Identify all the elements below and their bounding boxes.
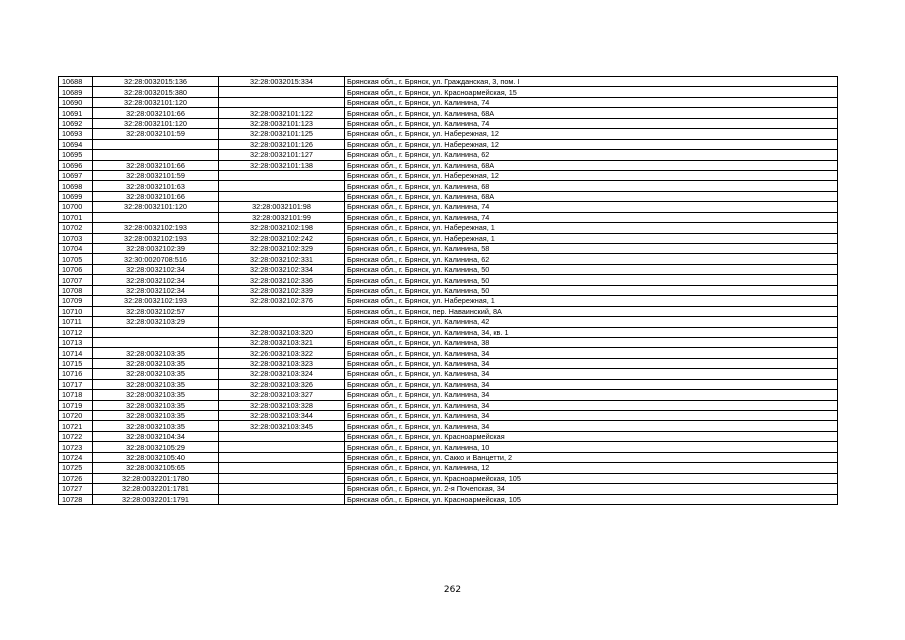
cadastral-number-cell: 32:28:0032015:136 [93,77,219,87]
related-cadastral-number-cell: 32:28:0032102:329 [219,244,345,254]
related-cadastral-number-cell: 32:28:0032103:326 [219,379,345,389]
address-cell: Брянская обл., г. Брянск, ул. Гражданская, 3, пом. I [345,77,838,87]
table-row [59,285,838,295]
related-cadastral-number-cell: 32:28:0032102:334 [219,264,345,274]
table-row [59,369,838,379]
address-cell: Брянская обл., г. Брянск, ул. Калинина, 74 [345,97,838,107]
row-number-cell: 10715 [59,358,93,368]
address-cell: Брянская обл., г. Брянск, ул. Калинина, 34 [345,421,838,431]
row-number-cell: 10690 [59,97,93,107]
row-number-cell: 10695 [59,150,93,160]
related-cadastral-number-cell: 32:28:0032102:376 [219,296,345,306]
table-row [59,223,838,233]
address-cell: Брянская обл., г. Брянск, ул. Калинина, 68А [345,108,838,118]
row-number-cell: 10698 [59,181,93,191]
address-cell: Брянская обл., г. Брянск, ул. 2-я Почепская, 34 [345,484,838,494]
row-number-cell: 10697 [59,170,93,180]
cadastral-number-cell: 32:28:0032102:57 [93,306,219,316]
address-cell: Брянская обл., г. Брянск, ул. Калинина, 38 [345,337,838,347]
address-cell: Брянская обл., г. Брянск, ул. Калинина, 50 [345,275,838,285]
row-number-cell: 10724 [59,452,93,462]
address-cell: Брянская обл., г. Брянск, ул. Калинина, 34 [345,379,838,389]
row-number-cell: 10714 [59,348,93,358]
table-row [59,442,838,452]
cadastral-number-cell [93,212,219,222]
row-number-cell: 10722 [59,431,93,441]
cadastral-number-cell: 32:28:0032101:63 [93,181,219,191]
row-number-cell: 10713 [59,337,93,347]
address-cell: Брянская обл., г. Брянск, ул. Набережная, 12 [345,139,838,149]
cadastral-number-cell: 32:28:0032101:66 [93,191,219,201]
table-row [59,118,838,128]
cadastral-number-cell: 32:28:0032103:35 [93,400,219,410]
related-cadastral-number-cell: 32:28:0032103:327 [219,390,345,400]
table-row [59,212,838,222]
related-cadastral-number-cell: 32:28:0032101:123 [219,118,345,128]
address-cell: Брянская обл., г. Брянск, ул. Калинина, 62 [345,150,838,160]
cadastral-number-cell [93,327,219,337]
address-cell: Брянская обл., г. Брянск, ул. Калинина, 34, кв. 1 [345,327,838,337]
row-number-cell: 10707 [59,275,93,285]
table-row [59,108,838,118]
related-cadastral-number-cell: 32:28:0032103:345 [219,421,345,431]
row-number-cell: 10708 [59,285,93,295]
table-row [59,327,838,337]
cadastral-number-cell: 32:28:0032101:66 [93,108,219,118]
address-cell: Брянская обл., г. Брянск, ул. Набережная, 12 [345,170,838,180]
cadastral-number-cell: 32:28:0032101:120 [93,202,219,212]
related-cadastral-number-cell: 32:28:0032101:125 [219,129,345,139]
table-row [59,348,838,358]
cadastral-number-cell [93,150,219,160]
cadastral-number-cell: 32:28:0032201:1781 [93,484,219,494]
address-cell: Брянская обл., г. Брянск, ул. Красноармейская, 15 [345,87,838,97]
related-cadastral-number-cell [219,191,345,201]
row-number-cell: 10720 [59,411,93,421]
cadastral-number-cell: 32:28:0032103:35 [93,348,219,358]
related-cadastral-number-cell: 32:26:0032103:322 [219,348,345,358]
address-cell: Брянская обл., г. Брянск, ул. Калинина, 34 [345,411,838,421]
cadastral-number-cell: 32:28:0032201:1791 [93,494,219,504]
row-number-cell: 10718 [59,390,93,400]
address-cell: Брянская обл., г. Брянск, ул. Калинина, 58 [345,244,838,254]
related-cadastral-number-cell [219,431,345,441]
related-cadastral-number-cell: 32:28:0032103:344 [219,411,345,421]
related-cadastral-number-cell: 32:28:0032101:99 [219,212,345,222]
row-number-cell: 10689 [59,87,93,97]
address-cell: Брянская обл., г. Брянск, ул. Калинина, 34 [345,358,838,368]
related-cadastral-number-cell: 32:28:0032101:122 [219,108,345,118]
related-cadastral-number-cell [219,181,345,191]
related-cadastral-number-cell: 32:28:0032103:328 [219,400,345,410]
address-cell: Брянская обл., г. Брянск, ул. Калинина, 42 [345,317,838,327]
address-cell: Брянская обл., г. Брянск, ул. Сакко и Ванцетти, 2 [345,452,838,462]
table-row [59,358,838,368]
address-cell: Брянская обл., г. Брянск, ул. Набережная, 1 [345,233,838,243]
related-cadastral-number-cell: 32:28:0032101:138 [219,160,345,170]
table-row [59,421,838,431]
related-cadastral-number-cell [219,87,345,97]
table-row [59,181,838,191]
row-number-cell: 10711 [59,317,93,327]
row-number-cell: 10704 [59,244,93,254]
address-cell: Брянская обл., г. Брянск, ул. Калинина, 34 [345,400,838,410]
row-number-cell: 10725 [59,463,93,473]
cadastral-number-cell: 32:28:0032101:59 [93,129,219,139]
table-row [59,129,838,139]
row-number-cell: 10699 [59,191,93,201]
related-cadastral-number-cell: 32:28:0032103:321 [219,337,345,347]
address-cell: Брянская обл., г. Брянск, пер. Наваинский, 8А [345,306,838,316]
row-number-cell: 10692 [59,118,93,128]
address-cell: Брянская обл., г. Брянск, ул. Калинина, 68А [345,160,838,170]
row-number-cell: 10702 [59,223,93,233]
row-number-cell: 10710 [59,306,93,316]
related-cadastral-number-cell: 32:28:0032103:323 [219,358,345,368]
cadastral-number-cell: 32:28:0032103:35 [93,369,219,379]
table-row [59,494,838,504]
row-number-cell: 10728 [59,494,93,504]
table-row [59,400,838,410]
table-row [59,233,838,243]
cadastral-number-cell: 32:28:0032104:34 [93,431,219,441]
address-cell: Брянская обл., г. Брянск, ул. Набережная, 12 [345,129,838,139]
table-row [59,77,838,87]
related-cadastral-number-cell [219,463,345,473]
related-cadastral-number-cell [219,97,345,107]
related-cadastral-number-cell [219,494,345,504]
related-cadastral-number-cell [219,473,345,483]
address-cell: Брянская обл., г. Брянск, ул. Калинина, 50 [345,285,838,295]
row-number-cell: 10693 [59,129,93,139]
address-cell: Брянская обл., г. Брянск, ул. Набережная, 1 [345,223,838,233]
related-cadastral-number-cell: 32:28:0032102:242 [219,233,345,243]
row-number-cell: 10716 [59,369,93,379]
table-row [59,390,838,400]
row-number-cell: 10717 [59,379,93,389]
related-cadastral-number-cell: 32:28:0032102:339 [219,285,345,295]
related-cadastral-number-cell [219,452,345,462]
table-row [59,411,838,421]
cadastral-number-cell: 32:28:0032101:120 [93,118,219,128]
cadastral-number-cell: 32:28:0032105:29 [93,442,219,452]
related-cadastral-number-cell [219,317,345,327]
related-cadastral-number-cell [219,170,345,180]
address-cell: Брянская обл., г. Брянск, ул. Калинина, 50 [345,264,838,274]
address-cell: Брянская обл., г. Брянск, ул. Калинина, 74 [345,212,838,222]
table-row [59,87,838,97]
cadastral-number-cell: 32:28:0032103:35 [93,358,219,368]
cadastral-number-cell [93,337,219,347]
table-row [59,473,838,483]
row-number-cell: 10719 [59,400,93,410]
cadastral-number-cell: 32:30:0020708:516 [93,254,219,264]
row-number-cell: 10703 [59,233,93,243]
cadastral-number-cell: 32:28:0032102:34 [93,264,219,274]
cadastral-number-cell: 32:28:0032102:193 [93,223,219,233]
address-cell: Брянская обл., г. Брянск, ул. Калинина, 68А [345,191,838,201]
row-number-cell: 10688 [59,77,93,87]
row-number-cell: 10700 [59,202,93,212]
address-cell: Брянская обл., г. Брянск, ул. Красноармейская [345,431,838,441]
row-number-cell: 10712 [59,327,93,337]
row-number-cell: 10694 [59,139,93,149]
address-cell: Брянская обл., г. Брянск, ул. Калинина, 74 [345,118,838,128]
cadastral-number-cell: 32:28:0032105:65 [93,463,219,473]
row-number-cell: 10726 [59,473,93,483]
cadastral-number-cell: 32:28:0032103:35 [93,390,219,400]
cadastral-number-cell: 32:28:0032102:39 [93,244,219,254]
cadastral-table [58,76,838,505]
related-cadastral-number-cell: 32:28:0032102:198 [219,223,345,233]
cadastral-number-cell: 32:28:0032101:120 [93,97,219,107]
cadastral-number-cell: 32:28:0032101:59 [93,170,219,180]
table-row [59,202,838,212]
cadastral-number-cell: 32:28:0032201:1780 [93,473,219,483]
address-cell: Брянская обл., г. Брянск, ул. Калинина, 10 [345,442,838,452]
table-row [59,139,838,149]
table-row [59,275,838,285]
cadastral-number-cell: 32:28:0032102:34 [93,285,219,295]
cadastral-number-cell: 32:28:0032103:29 [93,317,219,327]
table-row [59,150,838,160]
address-cell: Брянская обл., г. Брянск, ул. Набережная, 1 [345,296,838,306]
table-row [59,160,838,170]
cadastral-number-cell: 32:28:0032102:34 [93,275,219,285]
address-cell: Брянская обл., г. Брянск, ул. Калинина, 68 [345,181,838,191]
table-row [59,191,838,201]
cadastral-number-cell: 32:28:0032101:66 [93,160,219,170]
table-row [59,337,838,347]
related-cadastral-number-cell: 32:28:0032102:331 [219,254,345,264]
address-cell: Брянская обл., г. Брянск, ул. Калинина, 34 [345,369,838,379]
related-cadastral-number-cell: 32:28:0032101:126 [219,139,345,149]
related-cadastral-number-cell: 32:28:0032103:320 [219,327,345,337]
cadastral-number-cell: 32:28:0032105:40 [93,452,219,462]
table-row [59,97,838,107]
address-cell: Брянская обл., г. Брянск, ул. Красноармейская, 105 [345,473,838,483]
related-cadastral-number-cell [219,306,345,316]
address-cell: Брянская обл., г. Брянск, ул. Калинина, 34 [345,348,838,358]
table-row [59,484,838,494]
table-row [59,306,838,316]
row-number-cell: 10691 [59,108,93,118]
address-cell: Брянская обл., г. Брянск, ул. Калинина, 34 [345,390,838,400]
row-number-cell: 10727 [59,484,93,494]
table-row [59,170,838,180]
address-cell: Брянская обл., г. Брянск, ул. Красноармейская, 105 [345,494,838,504]
row-number-cell: 10701 [59,212,93,222]
table-row [59,463,838,473]
table-row [59,379,838,389]
table-body [59,77,838,505]
cadastral-number-cell: 32:28:0032103:35 [93,421,219,431]
cadastral-number-cell: 32:28:0032103:35 [93,411,219,421]
cadastral-number-cell: 32:28:0032102:193 [93,296,219,306]
cadastral-number-cell: 32:28:0032015:380 [93,87,219,97]
row-number-cell: 10696 [59,160,93,170]
related-cadastral-number-cell: 32:28:0032101:127 [219,150,345,160]
address-cell: Брянская обл., г. Брянск, ул. Калинина, 12 [345,463,838,473]
related-cadastral-number-cell: 32:28:0032101:98 [219,202,345,212]
page-number: 262 [443,585,462,595]
table-row [59,317,838,327]
table-row [59,296,838,306]
table-row [59,254,838,264]
row-number-cell: 10706 [59,264,93,274]
related-cadastral-number-cell: 32:28:0032103:324 [219,369,345,379]
cadastral-number-cell: 32:28:0032103:35 [93,379,219,389]
row-number-cell: 10723 [59,442,93,452]
row-number-cell: 10721 [59,421,93,431]
cadastral-number-cell [93,139,219,149]
address-cell: Брянская обл., г. Брянск, ул. Калинина, 74 [345,202,838,212]
related-cadastral-number-cell [219,484,345,494]
table-row [59,264,838,274]
address-cell: Брянская обл., г. Брянск, ул. Калинина, 62 [345,254,838,264]
table-row [59,431,838,441]
related-cadastral-number-cell: 32:28:0032102:336 [219,275,345,285]
table-row [59,244,838,254]
cadastral-number-cell: 32:28:0032102:193 [93,233,219,243]
related-cadastral-number-cell: 32:28:0032015:334 [219,77,345,87]
row-number-cell: 10709 [59,296,93,306]
table-row [59,452,838,462]
related-cadastral-number-cell [219,442,345,452]
row-number-cell: 10705 [59,254,93,264]
